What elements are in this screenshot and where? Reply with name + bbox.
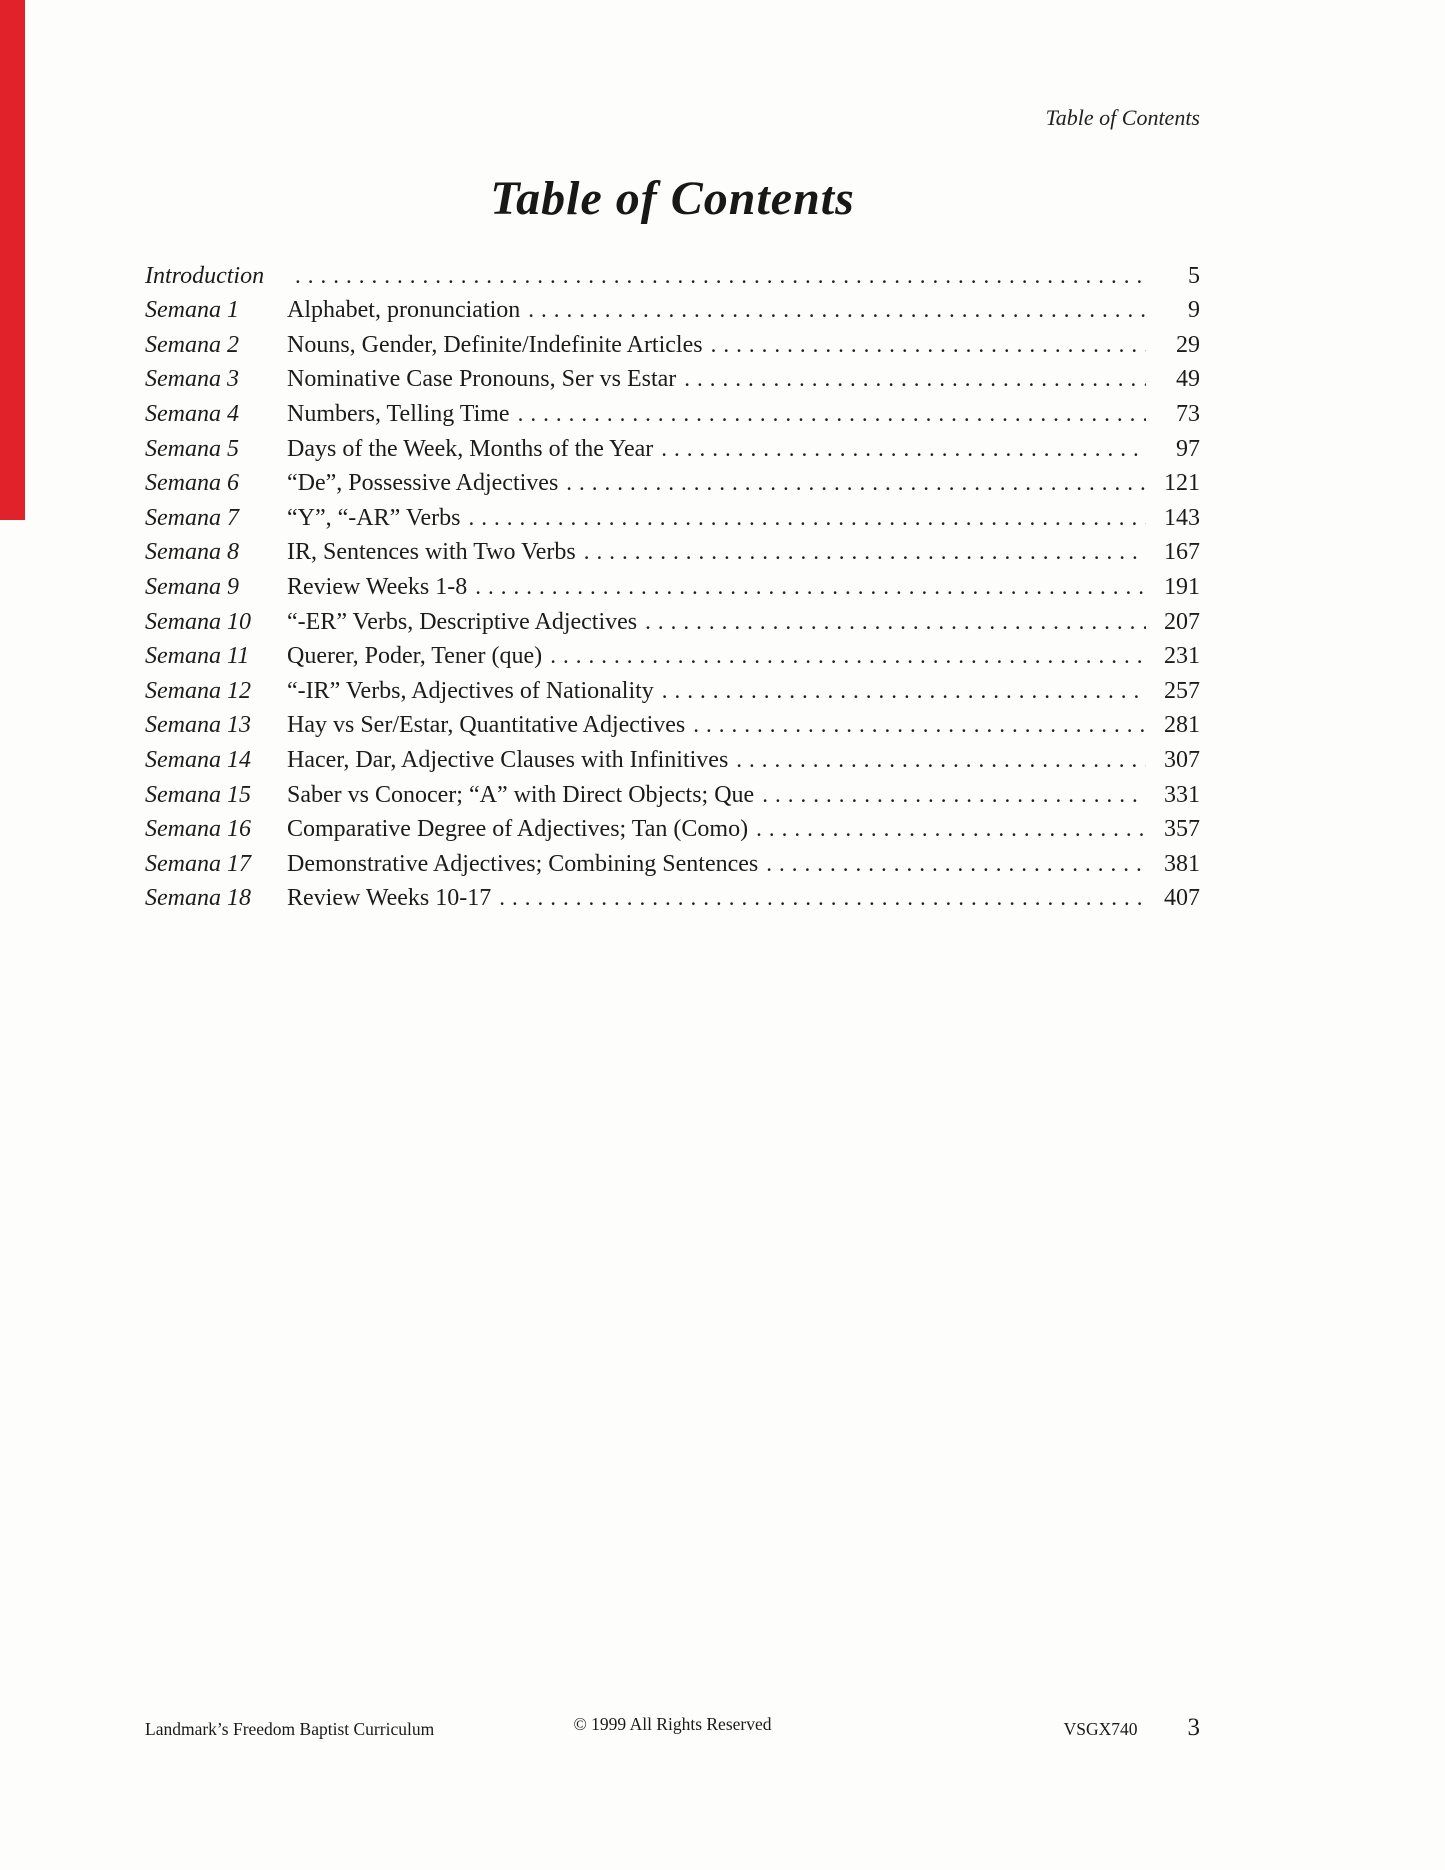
- toc-entry: [145, 432, 1200, 467]
- dot-leader: [293, 259, 1146, 294]
- toc-entry-title: “-IR” Verbs, Adjectives of Nationality: [287, 677, 654, 704]
- dot-leader: [760, 778, 1146, 813]
- toc-entry-page: 231: [1164, 643, 1200, 670]
- toc-entry-label: Semana 5: [145, 435, 239, 462]
- toc-entry-label: Semana 4: [145, 400, 239, 427]
- toc-entry-title: Nominative Case Pronouns, Ser vs Estar: [287, 366, 677, 393]
- toc-entry-page: 357: [1164, 816, 1200, 843]
- toc-entry: [145, 466, 1200, 501]
- toc-entry: [145, 293, 1200, 328]
- toc-entry: [145, 778, 1200, 813]
- toc-entry: [145, 639, 1200, 674]
- toc-entry: [145, 570, 1200, 605]
- page-title: Table of Contents: [490, 171, 855, 225]
- toc-entry-title: “De”, Possessive Adjectives: [287, 470, 559, 497]
- toc-entry-title: Days of the Week, Months of the Year: [287, 435, 654, 462]
- toc-entry-label: Semana 2: [145, 331, 239, 358]
- toc-entry-label: Semana 14: [145, 746, 251, 773]
- dot-leader: [734, 743, 1146, 778]
- toc-entry-page: 257: [1164, 677, 1200, 704]
- footer-copyright: © 1999 All Rights Reserved: [573, 1714, 772, 1734]
- toc-entry-label: Semana 13: [145, 712, 251, 739]
- toc-entry-page: 191: [1164, 573, 1200, 600]
- toc-entry: [145, 328, 1200, 363]
- toc-entry-page: 5: [1188, 262, 1200, 289]
- toc-entry-label: Semana 6: [145, 470, 239, 497]
- red-scan-edge-strip: [0, 0, 25, 520]
- toc-entry-page: 381: [1164, 850, 1200, 877]
- dot-leader: [643, 605, 1146, 640]
- toc-entry-label: Semana 7: [145, 504, 239, 531]
- toc-entry-title: Nouns, Gender, Definite/Indefinite Articles: [287, 331, 703, 358]
- toc-entry: [145, 812, 1200, 847]
- toc-entry-title: Comparative Degree of Adjectives; Tan (Como): [287, 816, 749, 843]
- dot-leader: [709, 328, 1146, 363]
- toc-entry-title: Alphabet, pronunciation: [287, 297, 521, 324]
- dot-leader: [582, 535, 1146, 570]
- dot-leader: [473, 570, 1146, 605]
- toc-entry-title: “Y”, “-AR” Verbs: [287, 504, 461, 531]
- toc-entry-label: Semana 11: [145, 643, 250, 670]
- toc-entry-title: Saber vs Conocer; “A” with Direct Objects; Que: [287, 781, 755, 808]
- footer-publisher: Landmark’s Freedom Baptist Curriculum: [145, 1719, 435, 1739]
- toc-entry-label: Semana 17: [145, 850, 251, 877]
- page-content: [145, 0, 1200, 916]
- toc-entry-title: Demonstrative Adjectives; Combining Sentences: [287, 850, 759, 877]
- toc-entry-page: 73: [1176, 400, 1200, 427]
- toc-entry-title: Querer, Poder, Tener (que): [287, 643, 543, 670]
- toc-entry-title: Numbers, Telling Time: [287, 400, 510, 427]
- toc-entry: [145, 881, 1200, 916]
- toc-entry-page: 97: [1176, 435, 1200, 462]
- dot-leader: [526, 293, 1146, 328]
- toc-entry-label: Semana 9: [145, 573, 239, 600]
- dot-leader: [754, 812, 1146, 847]
- toc-entry-label: Semana 18: [145, 885, 251, 912]
- dot-leader: [467, 501, 1147, 536]
- toc-entry: [145, 743, 1200, 778]
- dot-leader: [497, 881, 1146, 916]
- toc-entry-page: 29: [1176, 331, 1200, 358]
- toc-entry-page: 407: [1164, 885, 1200, 912]
- dot-leader: [548, 639, 1146, 674]
- toc-entry: [145, 605, 1200, 640]
- toc-entry-label: Semana 10: [145, 608, 251, 635]
- toc-entry-page: 307: [1164, 746, 1200, 773]
- toc-entry: [145, 708, 1200, 743]
- toc-entry-label: Introduction: [145, 262, 265, 289]
- toc-entry-label: Semana 1: [145, 297, 239, 324]
- toc-entry-page: 143: [1164, 504, 1200, 531]
- toc-entry-title: IR, Sentences with Two Verbs: [287, 539, 576, 566]
- toc-entry: [145, 501, 1200, 536]
- toc-entry-label: Semana 8: [145, 539, 239, 566]
- toc-entry: [145, 362, 1200, 397]
- toc-entry: [145, 674, 1200, 709]
- footer-page-number: 3: [1187, 1714, 1200, 1741]
- dot-leader: [516, 397, 1146, 432]
- toc-entry: [145, 847, 1200, 882]
- dot-leader: [659, 432, 1146, 467]
- toc-entry-page: 49: [1176, 366, 1200, 393]
- toc-entry-title: Hay vs Ser/Estar, Quantitative Adjectives: [287, 712, 686, 739]
- running-header: Table of Contents: [1045, 105, 1200, 130]
- toc-entry-page: 207: [1164, 608, 1200, 635]
- toc-entry-page: 331: [1164, 781, 1200, 808]
- footer-product-code: VSGX740: [1063, 1719, 1138, 1739]
- dot-leader: [764, 847, 1146, 882]
- dot-leader: [682, 362, 1146, 397]
- toc-entry-page: 121: [1164, 470, 1200, 497]
- page-footer: [145, 1714, 1200, 1742]
- toc-entry-page: 281: [1164, 712, 1200, 739]
- toc-entry-title: Review Weeks 1-8: [287, 573, 468, 600]
- dot-leader: [660, 674, 1146, 709]
- toc-entry-page: 167: [1164, 539, 1200, 566]
- toc-entry: [145, 259, 1200, 294]
- toc-entry-label: Semana 16: [145, 816, 251, 843]
- toc-entry: [145, 535, 1200, 570]
- toc-entry-label: Semana 12: [145, 677, 251, 704]
- toc-entry: [145, 397, 1200, 432]
- toc-entry-title: Review Weeks 10-17: [287, 885, 492, 912]
- dot-leader: [564, 466, 1146, 501]
- toc-list: [145, 259, 1200, 916]
- toc-entry-page: 9: [1188, 297, 1200, 324]
- toc-entry-title: “-ER” Verbs, Descriptive Adjectives: [287, 608, 638, 635]
- toc-entry-label: Semana 3: [145, 366, 239, 393]
- toc-entry-label: Semana 15: [145, 781, 251, 808]
- toc-entry-title: Hacer, Dar, Adjective Clauses with Infinitives: [287, 746, 729, 773]
- dot-leader: [691, 708, 1146, 743]
